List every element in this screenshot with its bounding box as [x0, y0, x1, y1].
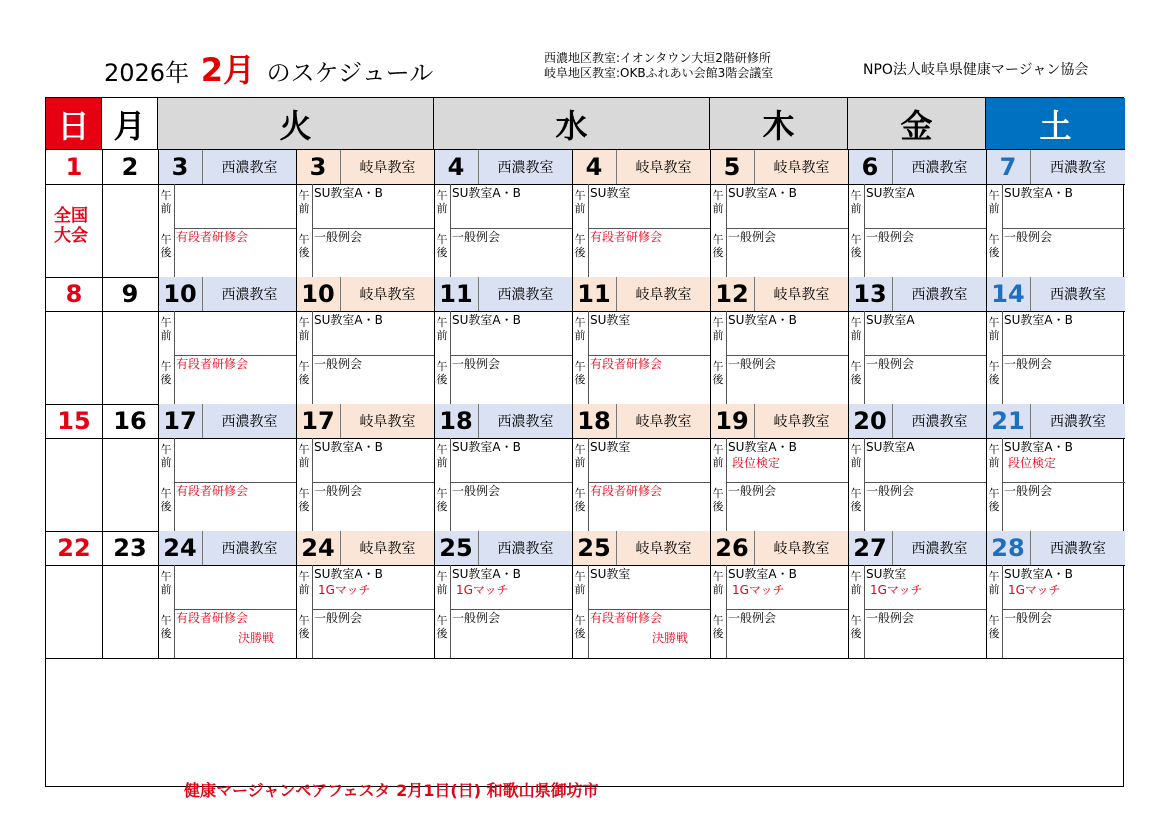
header-friday: 金 — [848, 98, 986, 150]
date-number: 21 — [986, 404, 1031, 438]
pm-label: 午後 — [298, 233, 310, 259]
label-divider — [726, 438, 727, 531]
date-monday: 9 — [121, 280, 139, 308]
day-band — [572, 531, 710, 565]
day-band — [158, 150, 296, 184]
label-divider — [588, 565, 589, 658]
am-label: 午前 — [436, 443, 448, 469]
am-room: SU教室A・B — [314, 313, 383, 327]
label-divider — [726, 311, 727, 404]
label-divider — [450, 311, 451, 404]
column-line — [296, 150, 297, 658]
label-divider — [174, 311, 175, 404]
classroom-name: 岐阜教室 — [635, 414, 692, 430]
am-room: SU教室 — [590, 440, 631, 454]
pm-event: 一般例会 — [1004, 484, 1053, 498]
am-room: SU教室 — [590, 313, 631, 327]
date-sunday: 15 — [57, 407, 91, 435]
am-event: 1Gマッチ — [870, 583, 923, 597]
label-divider — [864, 438, 865, 531]
pm-event: 有段者研修会 — [176, 230, 249, 244]
label-divider — [1002, 565, 1003, 658]
classroom-name: 岐阜教室 — [359, 287, 416, 303]
label-divider — [588, 438, 589, 531]
label-divider — [450, 438, 451, 531]
label-divider — [864, 565, 865, 658]
classroom-name: 西濃教室 — [911, 414, 968, 430]
pm-event: 一般例会 — [728, 484, 777, 498]
event-note: 健康マージャンペアフェスタ 2月1日(日) 和歌山県御坊市 — [184, 781, 599, 800]
day-band — [572, 404, 710, 438]
am-label: 午前 — [436, 316, 448, 342]
column-line — [986, 150, 987, 658]
date-number: 5 — [710, 150, 755, 184]
classroom-name: 岐阜教室 — [359, 541, 416, 557]
pm-label: 午後 — [712, 487, 724, 513]
pm-label: 午後 — [850, 360, 862, 386]
pm-label: 午後 — [988, 487, 1000, 513]
day-band — [710, 150, 848, 184]
am-label: 午前 — [574, 443, 586, 469]
classroom-name: 岐阜教室 — [773, 287, 830, 303]
am-room: SU教室A・B — [1004, 440, 1073, 454]
pm-label: 午後 — [574, 360, 586, 386]
pm-event: 一般例会 — [866, 357, 915, 371]
date-sunday: 1 — [65, 153, 83, 181]
date-number: 18 — [572, 404, 617, 438]
pm-event: 一般例会 — [1004, 357, 1053, 371]
am-label: 午前 — [298, 443, 310, 469]
label-divider — [864, 184, 865, 277]
am-event: 段位検定 — [732, 456, 781, 470]
am-label: 午前 — [160, 316, 172, 342]
pm-final: 決勝戦 — [652, 631, 689, 645]
am-event: 段位検定 — [1008, 456, 1057, 470]
classroom-name: 西濃教室 — [497, 541, 554, 557]
am-room: SU教室A・B — [452, 186, 521, 200]
day-band — [710, 404, 848, 438]
pm-label: 午後 — [988, 614, 1000, 640]
am-event: 1Gマッチ — [456, 583, 509, 597]
day-band — [572, 277, 710, 311]
label-divider — [174, 438, 175, 531]
pm-label: 午後 — [160, 614, 172, 640]
date-number: 27 — [848, 531, 893, 565]
am-label: 午前 — [298, 570, 310, 596]
pm-label: 午後 — [712, 614, 724, 640]
am-room: SU教室A・B — [728, 313, 797, 327]
am-event: 1Gマッチ — [1008, 583, 1061, 597]
am-label: 午前 — [160, 443, 172, 469]
band-separator — [46, 184, 1125, 185]
pm-event: 一般例会 — [452, 230, 501, 244]
classroom-name: 岐阜教室 — [359, 160, 416, 176]
am-label: 午前 — [712, 316, 724, 342]
day-band — [296, 150, 434, 184]
pm-label: 午後 — [436, 360, 448, 386]
label-divider — [312, 311, 313, 404]
am-label: 午前 — [850, 570, 862, 596]
header-thursday: 木 — [710, 98, 848, 150]
classroom-name: 西濃教室 — [221, 160, 278, 176]
am-label: 午前 — [988, 316, 1000, 342]
date-number: 3 — [158, 150, 203, 184]
pm-event: 一般例会 — [728, 230, 777, 244]
am-room: SU教室A・B — [1004, 313, 1073, 327]
date-number: 7 — [986, 150, 1031, 184]
classroom-name: 岐阜教室 — [359, 414, 416, 430]
am-label: 午前 — [712, 570, 724, 596]
pm-event: 一般例会 — [314, 357, 363, 371]
pm-event: 一般例会 — [452, 357, 501, 371]
classroom-name: 西濃教室 — [221, 414, 278, 430]
label-divider — [588, 311, 589, 404]
column-line — [434, 150, 435, 658]
pm-event: 一般例会 — [314, 611, 363, 625]
column-line — [158, 150, 159, 658]
pm-event: 一般例会 — [452, 611, 501, 625]
venue-gifu: 岐阜地区教室:OKBふれあい会館3階会議室 — [544, 66, 774, 80]
day-band — [296, 277, 434, 311]
pm-label: 午後 — [574, 233, 586, 259]
date-monday: 16 — [113, 407, 147, 435]
am-label: 午前 — [850, 189, 862, 215]
label-divider — [1002, 184, 1003, 277]
date-number: 3 — [296, 150, 341, 184]
pm-label: 午後 — [298, 614, 310, 640]
pm-event: 一般例会 — [452, 484, 501, 498]
day-band — [986, 531, 1125, 565]
pm-label: 午後 — [850, 233, 862, 259]
pm-event: 一般例会 — [314, 484, 363, 498]
date-monday: 23 — [113, 534, 147, 562]
pm-label: 午後 — [436, 487, 448, 513]
pm-label: 午後 — [298, 487, 310, 513]
day-band — [848, 277, 986, 311]
column-line — [572, 150, 573, 658]
day-band — [434, 404, 572, 438]
pm-event: 有段者研修会 — [176, 357, 249, 371]
pm-event: 一般例会 — [728, 357, 777, 371]
label-divider — [174, 184, 175, 277]
am-room: SU教室A・B — [452, 313, 521, 327]
pm-label: 午後 — [850, 614, 862, 640]
calendar-grid — [45, 97, 1124, 800]
am-room: SU教室A・B — [1004, 186, 1073, 200]
am-room: SU教室A・B — [1004, 567, 1073, 581]
pm-event: 一般例会 — [1004, 230, 1053, 244]
am-room: SU教室A — [866, 440, 915, 454]
label-divider — [312, 438, 313, 531]
pm-event: 一般例会 — [314, 230, 363, 244]
header-sunday: 日 — [46, 98, 102, 150]
am-label: 午前 — [160, 189, 172, 215]
column-line — [848, 150, 849, 658]
band-separator — [46, 438, 1125, 439]
day-band — [158, 531, 296, 565]
header-saturday: 土 — [986, 98, 1125, 150]
label-divider — [1002, 438, 1003, 531]
date-number: 14 — [986, 277, 1031, 311]
day-band — [848, 404, 986, 438]
am-room: SU教室 — [866, 567, 907, 581]
date-number: 11 — [572, 277, 617, 311]
classroom-name: 西濃教室 — [1050, 160, 1106, 176]
label-divider — [726, 565, 727, 658]
classroom-name: 西濃教室 — [1050, 287, 1106, 303]
band-separator — [46, 565, 1125, 566]
day-band — [296, 404, 434, 438]
am-event: 1Gマッチ — [732, 583, 785, 597]
am-room: SU教室A・B — [728, 440, 797, 454]
label-divider — [1002, 311, 1003, 404]
day-band — [986, 150, 1125, 184]
date-number: 17 — [158, 404, 203, 438]
date-number: 18 — [434, 404, 479, 438]
date-number: 24 — [296, 531, 341, 565]
am-room: SU教室 — [590, 186, 631, 200]
am-room: SU教室A・B — [314, 186, 383, 200]
date-number: 28 — [986, 531, 1031, 565]
header-tuesday: 火 — [158, 98, 434, 150]
classroom-name: 西濃教室 — [497, 414, 554, 430]
column-line — [710, 150, 711, 658]
day-band — [158, 404, 296, 438]
pm-event: 有段者研修会 — [590, 230, 663, 244]
date-number: 25 — [434, 531, 479, 565]
date-number: 19 — [710, 404, 755, 438]
am-label: 午前 — [436, 189, 448, 215]
day-band — [296, 531, 434, 565]
pm-label: 午後 — [160, 360, 172, 386]
date-number: 4 — [434, 150, 479, 184]
am-label: 午前 — [574, 316, 586, 342]
pm-event: 一般例会 — [866, 230, 915, 244]
pm-event: 有段者研修会 — [590, 357, 663, 371]
classroom-name: 岐阜教室 — [773, 160, 830, 176]
day-band — [158, 277, 296, 311]
day-band — [710, 277, 848, 311]
date-sunday: 8 — [65, 280, 83, 308]
classroom-name: 西濃教室 — [1050, 541, 1106, 557]
header-wednesday: 水 — [434, 98, 710, 150]
date-number: 10 — [158, 277, 203, 311]
day-band — [848, 531, 986, 565]
am-label: 午前 — [712, 443, 724, 469]
date-monday: 2 — [121, 153, 139, 181]
am-label: 午前 — [988, 189, 1000, 215]
label-divider — [312, 565, 313, 658]
week-separator — [46, 658, 1123, 659]
pm-label: 午後 — [160, 233, 172, 259]
pm-label: 午後 — [712, 233, 724, 259]
am-room: SU教室 — [590, 567, 631, 581]
day-band — [434, 150, 572, 184]
am-label: 午前 — [160, 570, 172, 596]
header-monday: 月 — [102, 98, 158, 150]
pm-label: 午後 — [436, 614, 448, 640]
pm-label: 午後 — [436, 233, 448, 259]
date-number: 11 — [434, 277, 479, 311]
classroom-name: 西濃教室 — [1050, 414, 1106, 430]
date-number: 20 — [848, 404, 893, 438]
day-band — [572, 150, 710, 184]
title-year: 2026年 — [104, 59, 190, 87]
title-month: 2月 — [200, 51, 255, 89]
classroom-name: 西濃教室 — [911, 541, 968, 557]
am-label: 午前 — [850, 316, 862, 342]
pm-label: 午後 — [712, 360, 724, 386]
label-divider — [174, 565, 175, 658]
pm-label: 午後 — [988, 233, 1000, 259]
title-suffix: のスケジュール — [266, 59, 434, 87]
am-room: SU教室A — [866, 313, 915, 327]
date-number: 12 — [710, 277, 755, 311]
day-band — [986, 404, 1125, 438]
pm-event: 一般例会 — [1004, 611, 1053, 625]
label-divider — [450, 184, 451, 277]
label-divider — [312, 184, 313, 277]
pm-event: 一般例会 — [728, 611, 777, 625]
pm-label: 午後 — [850, 487, 862, 513]
venue-seino: 西濃地区教室:イオンタウン大垣2階研修所 — [544, 51, 771, 65]
am-event: 1Gマッチ — [318, 583, 371, 597]
am-room: SU教室A・B — [452, 567, 521, 581]
am-room: SU教室A・B — [314, 567, 383, 581]
date-number: 26 — [710, 531, 755, 565]
am-label: 午前 — [574, 570, 586, 596]
label-divider — [726, 184, 727, 277]
date-number: 25 — [572, 531, 617, 565]
pm-label: 午後 — [574, 487, 586, 513]
am-room: SU教室A・B — [314, 440, 383, 454]
day-band — [710, 531, 848, 565]
pm-event: 一般例会 — [866, 611, 915, 625]
label-divider — [588, 184, 589, 277]
classroom-name: 西濃教室 — [497, 160, 554, 176]
label-divider — [450, 565, 451, 658]
day-band — [986, 277, 1125, 311]
am-label: 午前 — [298, 316, 310, 342]
am-label: 午前 — [850, 443, 862, 469]
venue-info — [544, 51, 773, 81]
am-label: 午前 — [988, 443, 1000, 469]
classroom-name: 西濃教室 — [497, 287, 554, 303]
classroom-name: 西濃教室 — [221, 541, 278, 557]
sunday-note: 全国大会 — [54, 206, 88, 246]
classroom-name: 岐阜教室 — [773, 541, 830, 557]
day-band — [848, 150, 986, 184]
am-room: SU教室A・B — [728, 186, 797, 200]
classroom-name: 岐阜教室 — [773, 414, 830, 430]
am-room: SU教室A — [866, 186, 915, 200]
pm-event: 有段者研修会 — [590, 611, 663, 625]
date-number: 13 — [848, 277, 893, 311]
am-label: 午前 — [436, 570, 448, 596]
pm-label: 午後 — [298, 360, 310, 386]
am-room: SU教室A・B — [452, 440, 521, 454]
day-band — [434, 277, 572, 311]
page-title — [104, 50, 433, 90]
organization-name: NPO法人岐阜県健康マージャン協会 — [863, 62, 1089, 78]
classroom-name: 西濃教室 — [911, 160, 968, 176]
band-separator — [46, 311, 1125, 312]
pm-label: 午後 — [574, 614, 586, 640]
date-number: 6 — [848, 150, 893, 184]
pm-label: 午後 — [160, 487, 172, 513]
am-label: 午前 — [298, 189, 310, 215]
label-divider — [864, 311, 865, 404]
classroom-name: 岐阜教室 — [635, 541, 692, 557]
am-label: 午前 — [574, 189, 586, 215]
pm-event: 有段者研修会 — [176, 484, 249, 498]
date-number: 24 — [158, 531, 203, 565]
classroom-name: 西濃教室 — [221, 287, 278, 303]
classroom-name: 岐阜教室 — [635, 160, 692, 176]
am-room: SU教室A・B — [728, 567, 797, 581]
pm-event: 一般例会 — [866, 484, 915, 498]
classroom-name: 岐阜教室 — [635, 287, 692, 303]
date-number: 4 — [572, 150, 617, 184]
am-label: 午前 — [712, 189, 724, 215]
date-sunday: 22 — [57, 534, 91, 562]
day-band — [434, 531, 572, 565]
date-number: 17 — [296, 404, 341, 438]
classroom-name: 西濃教室 — [911, 287, 968, 303]
pm-final: 決勝戦 — [238, 631, 275, 645]
pm-event: 有段者研修会 — [590, 484, 663, 498]
pm-event: 有段者研修会 — [176, 611, 249, 625]
column-line — [102, 150, 103, 658]
am-label: 午前 — [988, 570, 1000, 596]
date-number: 10 — [296, 277, 341, 311]
pm-label: 午後 — [988, 360, 1000, 386]
